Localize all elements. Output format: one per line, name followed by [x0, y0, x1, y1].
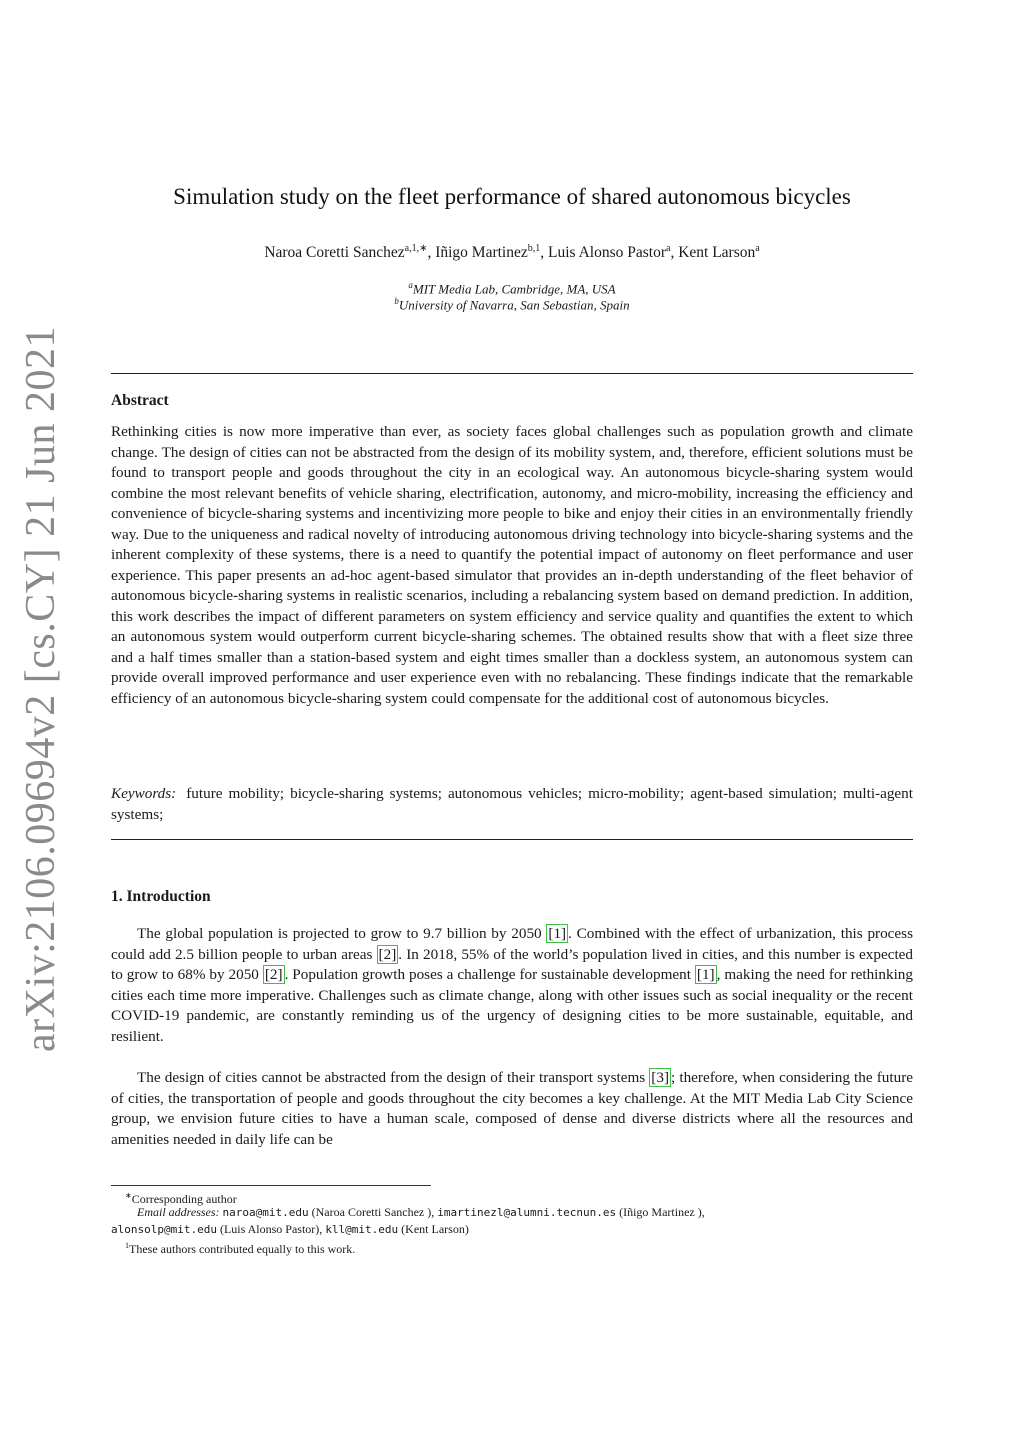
- intro-paragraph-1: [111, 924, 913, 1047]
- author-name: Iñigo Martinez: [435, 244, 528, 262]
- affiliation-mark: a: [408, 280, 413, 290]
- abstract-bottom-rule: [111, 839, 913, 840]
- footnote-text: Corresponding author: [131, 1192, 237, 1206]
- email-owner: (Kent Larson): [398, 1222, 469, 1236]
- email-link[interactable]: alonsolp@mit.edu: [111, 1223, 217, 1236]
- author-affil-mark: a,1,∗: [404, 243, 428, 254]
- author-name: Kent Larson: [678, 244, 756, 262]
- email-link[interactable]: kll@mit.edu: [325, 1223, 399, 1236]
- affiliation-mark: b: [394, 296, 399, 306]
- email-link[interactable]: naroa@mit.edu: [222, 1206, 309, 1219]
- email-owner: (Luis Alonso Pastor),: [216, 1222, 326, 1236]
- author-affil-mark: a: [665, 243, 671, 254]
- keywords-label: Keywords:: [111, 785, 177, 802]
- keywords-text: future mobility; bicycle-sharing systems; autonomous vehicles; micro-mobility; agent-based simulation; multi-agent systems;: [111, 785, 913, 823]
- author-affil-mark: a: [755, 243, 760, 254]
- email-owner: (Naroa Coretti Sanchez ),: [308, 1205, 438, 1219]
- keywords: [111, 784, 913, 825]
- paragraph-text: , making the need for rethinking cities each time more imperative. Challenges such as climate change, along with other issues such as social inequality or the recent COVID-19 pandemic, are constantly reminding us of the urgency of designing cities to be more sustainable, equitable, and resilient.: [111, 966, 913, 1045]
- affiliation-text: University of Navarra, San Sebastian, Spain: [398, 297, 630, 313]
- affiliation: [111, 280, 913, 297]
- footnote-mark: 1: [125, 1241, 129, 1250]
- paragraph-text: The global population is projected to grow to 9.7 billion by 2050: [137, 925, 547, 942]
- footnote-mark: ∗: [125, 1191, 132, 1200]
- paragraph-text: . In 2018, 55% of the world’s population lived in cities, and this number is expected to grow to 68% by 2050: [111, 945, 914, 983]
- citation-link[interactable]: [2]: [264, 966, 283, 983]
- footnote-equal-contribution: [111, 1238, 913, 1257]
- footnote-emails: [111, 1204, 913, 1238]
- abstract-text: Rethinking cities is now more imperative than ever, as society faces global challenges such as population growth and climate change. The design of cities can not be abstracted from the design of its mobility system, and, therefore, efficient solutions must be found to transport people and goods throughout the city in an ecological way. An autonomous bicycle-sharing system would combine the most relevant benefits of vehicle sharing, electrification, autonomy, and micro-mobility, increasing the efficiency and convenience of bicycle-sharing systems and incentivizing more people to bike and enjoy their cities in an environmentally friendly way. Due to the uniqueness and radical novelty of introducing autonomous driving technology into bicycle-sharing systems and the inherent complexity of these systems, there is a need to quantify the potential impact of autonomy on fleet performance and user experience. This paper presents an ad-hoc agent-based simulator that provides an in-depth understanding of the fleet behavior of autonomous bicycle-sharing systems in realistic scenarios, including a rebalancing system based on demand prediction. In addition, this work describes the impact of different parameters on system efficiency and service quality and quantifies the extent to which an autonomous system would outperform current bicycle-sharing schemes. The obtained results show that with a fleet size three and a half times smaller than a station-based system and eight times smaller than a dockless system, an autonomous system can provide overall improved performance and user experience even with no rebalancing. These findings indicate that the remarkable efficiency of an autonomous bicycle-sharing system could compensate for the additional cost of autonomous bicycles.: [111, 423, 913, 707]
- affiliation: [111, 296, 913, 313]
- abstract-top-rule: [111, 373, 913, 374]
- citation-link[interactable]: [1]: [548, 925, 567, 942]
- email-label: Email addresses:: [137, 1205, 220, 1219]
- citation-link[interactable]: [2]: [378, 945, 397, 963]
- paragraph-text: . Combined with the effect of urbanization, this process could add 2.5 billion people to urban areas: [111, 925, 913, 963]
- citation-link[interactable]: [3]: [651, 1069, 670, 1086]
- author-list: Naroa Coretti Sanchez$^{a,1,∗}$, Iñigo Martinez$^{b,1}$, Luis Alonso Pastor$^a$, Kent Larson$^a$: [264, 243, 760, 262]
- paragraph-text: The design of cities cannot be abstracted from the design of their transport systems: [137, 1069, 650, 1086]
- paragraph-text: . Population growth poses a challenge for sustainable development: [284, 966, 695, 983]
- arxiv-identifier: arXiv:2106.09694v2 [cs.CY] 21 Jun 2021: [18, 326, 64, 1052]
- email-owner: (Iñigo Martinez ),: [616, 1205, 705, 1219]
- footnote-rule: [111, 1185, 431, 1186]
- paper-title: Simulation study on the fleet performance of shared autonomous bicycles: [173, 184, 851, 209]
- email-link[interactable]: imartinezl@alumni.tecnun.es: [437, 1206, 617, 1219]
- paragraph-text: ; therefore, when considering the future of cities, the transportation of people and goods throughout the city becomes a key challenge. At the MIT Media Lab City Science group, we envision future cities to have a human scale, composed of dense and diverse districts where all the resources and amenities needed in daily life can be: [111, 1069, 913, 1148]
- author-name: Luis Alonso Pastor: [548, 244, 666, 262]
- citation-link[interactable]: [1]: [696, 966, 715, 983]
- author-affil-mark: b,1: [527, 243, 541, 254]
- affiliation-text: MIT Media Lab, Cambridge, MA, USA: [412, 281, 616, 297]
- abstract-heading: Abstract: [111, 392, 169, 409]
- author-name: Naroa Coretti Sanchez: [264, 244, 405, 262]
- section-heading-introduction: 1. Introduction: [111, 888, 211, 905]
- footnote-text: These authors contributed equally to this work.: [129, 1242, 356, 1256]
- intro-paragraph-2: [111, 1068, 913, 1150]
